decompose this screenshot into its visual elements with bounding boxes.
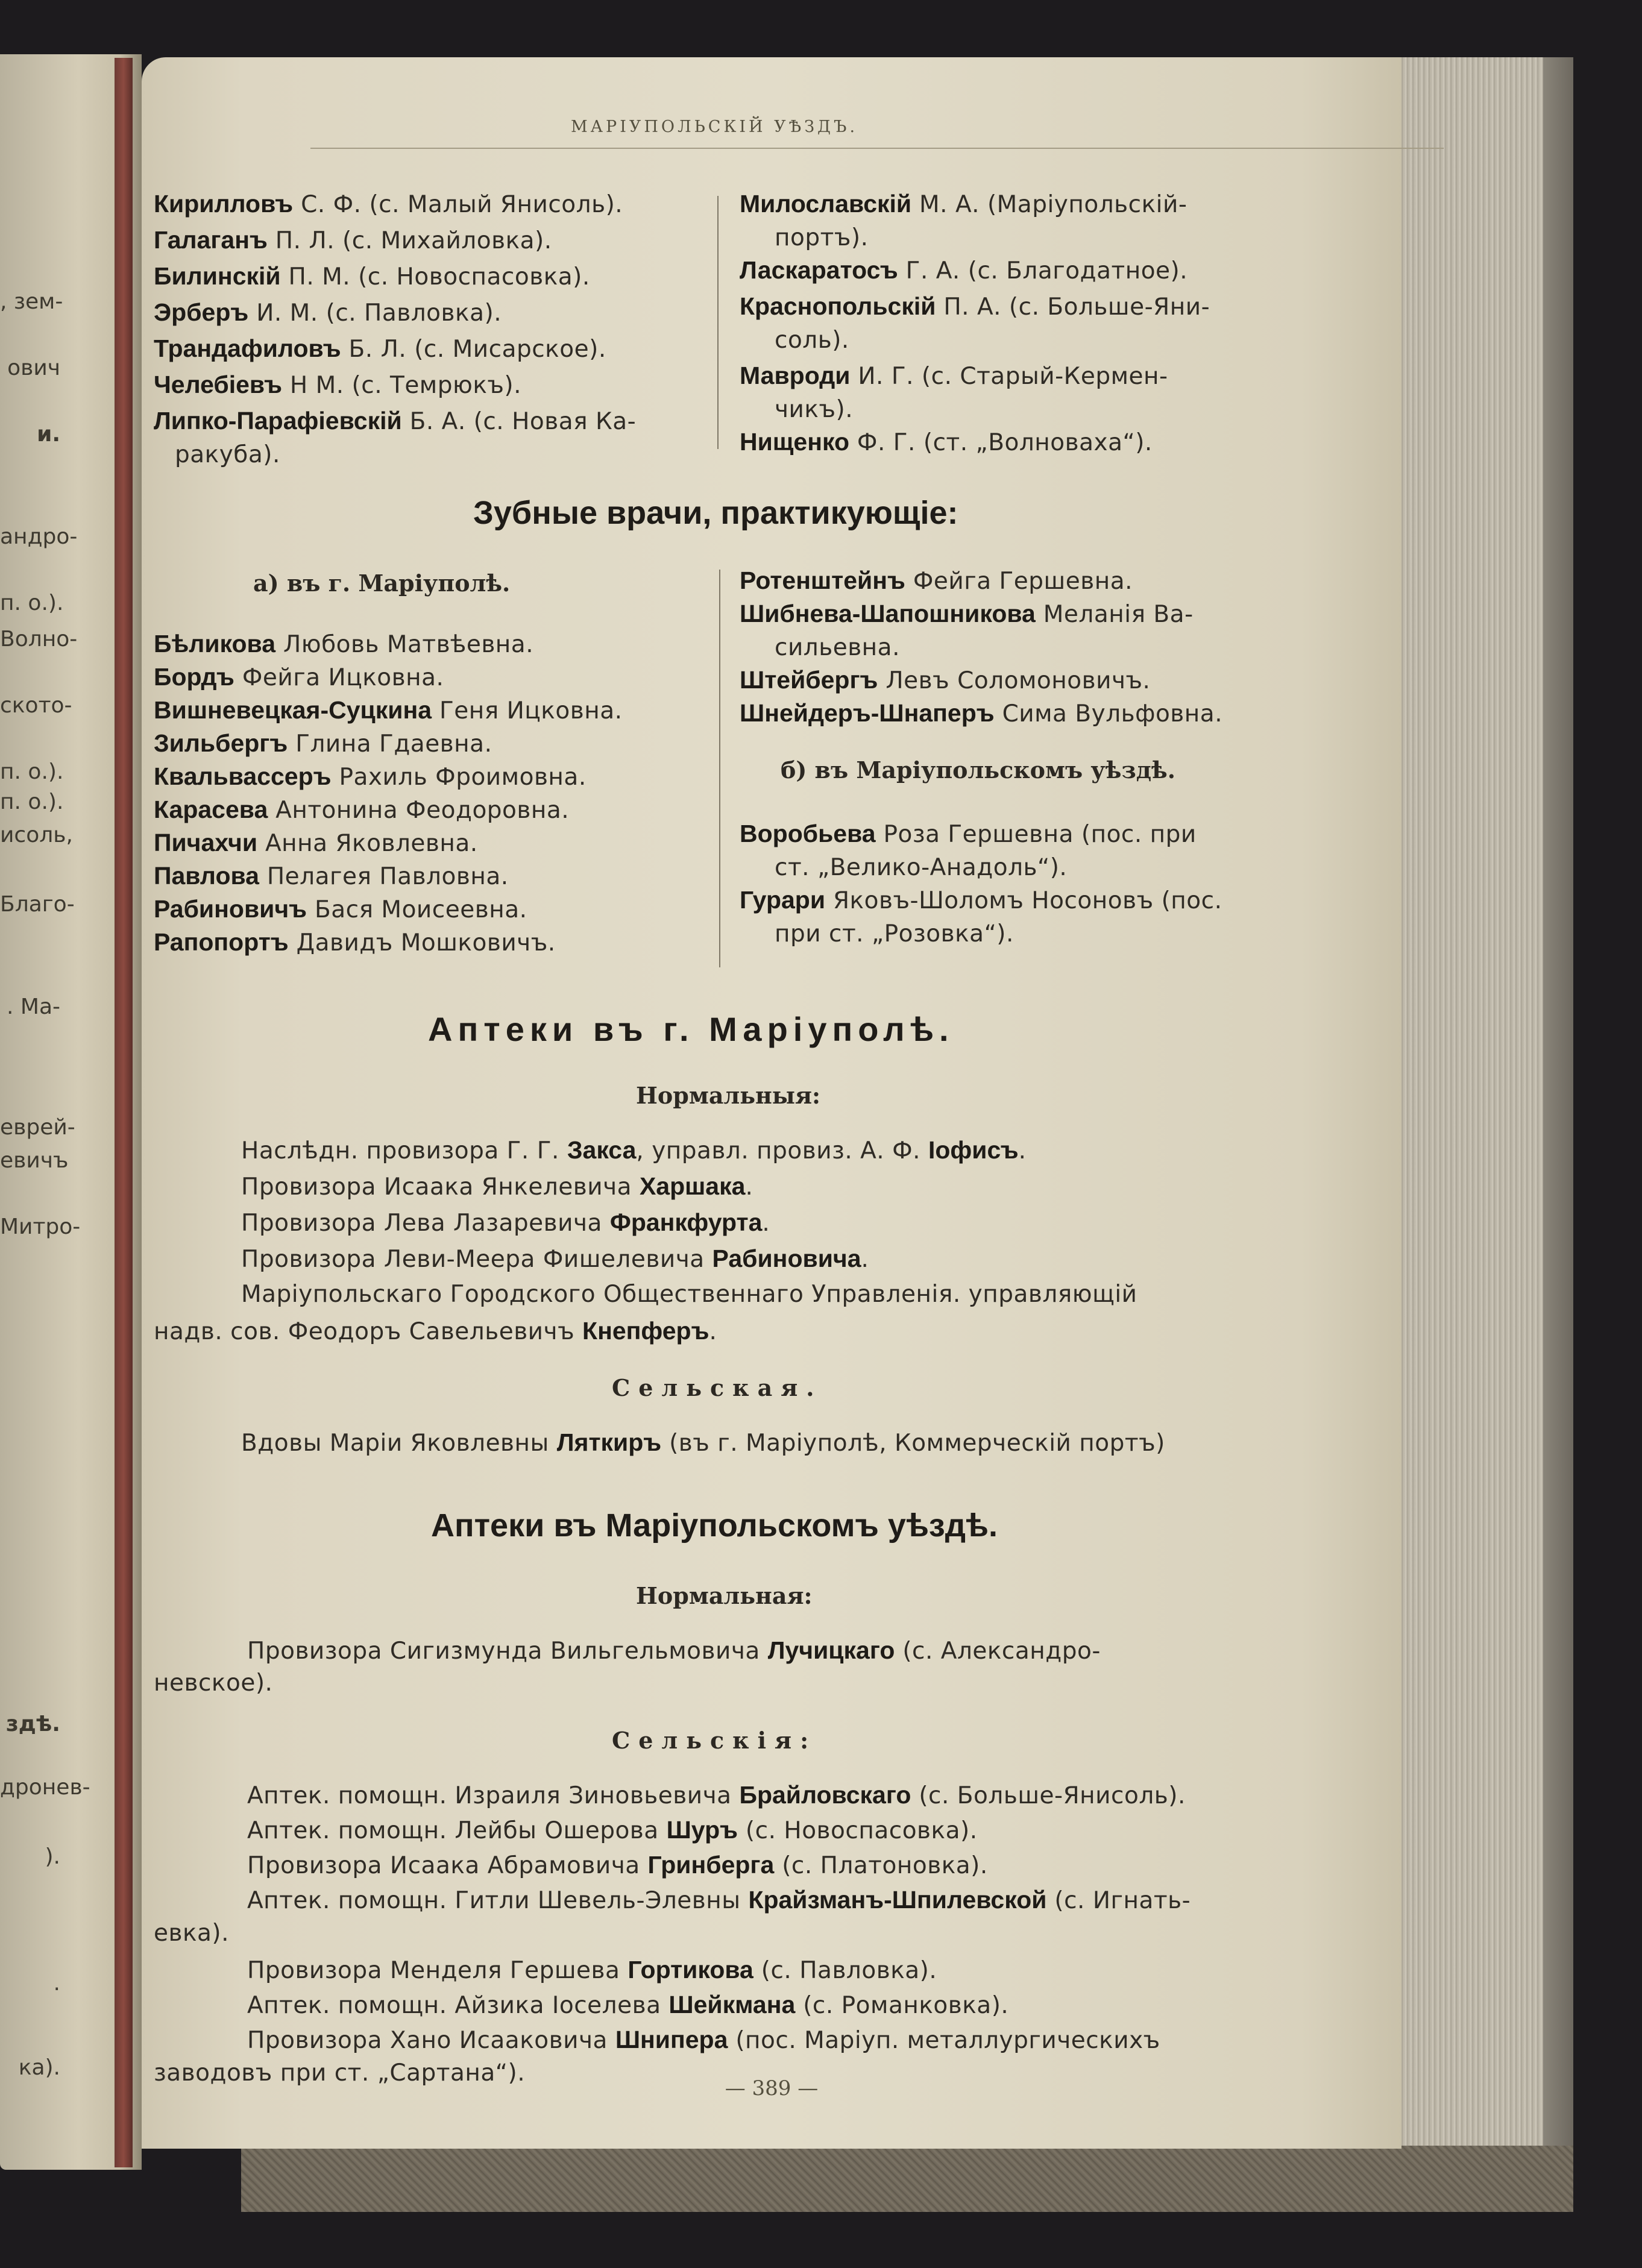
dentist-entry: Вишневецкая-Суцкина Геня Ицковна. [154, 696, 623, 724]
left-fragment: п. о.). [0, 759, 64, 784]
left-fragment: , зем- [0, 289, 63, 314]
subheading-normal: Нормальная: [636, 1582, 813, 1609]
section-heading-dentists: Зубные врачи, практикующіе: [473, 495, 958, 531]
left-fragment: еврей- [0, 1115, 75, 1140]
dentist-entry: Ротенштейнъ Фейга Гершевна. [740, 567, 1133, 595]
pharmacy-entry: Наслѣдн. провизора Г. Г. Закса, управл. провиз. А. Ф. Іофисъ. [241, 1136, 1027, 1164]
pharmacy-entry: Провизора Исаака Янкелевича Харшака. [241, 1172, 753, 1201]
running-head: МАРІУПОЛЬСКІЙ УѢЗДЪ. [570, 118, 858, 136]
book-bottom-edge [241, 2146, 1573, 2212]
entry-line: Галаганъ П. Л. (с. Михайловка). [154, 226, 552, 254]
dentist-entry: Шнейдеръ-Шнаперъ Сима Вульфовна. [740, 699, 1223, 727]
left-fragment: дронев- [0, 1775, 90, 1800]
entry-line: Мавроди И. Г. (с. Старый-Кермен- [740, 362, 1168, 390]
entry-line: Краснопольскій П. А. (с. Больше-Яни- [740, 292, 1210, 321]
pharmacy-entry: Провизора Хано Исааковича Шнипера (пос. Маріуп. металлургическихъ [247, 2026, 1160, 2054]
left-fragment: . Ма- [7, 994, 60, 1019]
entry-line: Милославскій М. А. (Маріупольскій- [740, 190, 1187, 218]
entry-line: Липко-Парафіевскій Б. А. (с. Новая Ка- [154, 407, 637, 435]
dentist-entry: Бѣликова Любовь Матвѣевна. [154, 630, 534, 658]
section-heading-county-pharmacies: Аптеки въ Маріупольскомъ уѣздѣ. [431, 1507, 998, 1544]
page-number: — 389 — [725, 2076, 819, 2100]
left-fragment: п. о.). [0, 790, 64, 814]
subheading-rural: Сельская. [612, 1374, 823, 1401]
document-page [142, 57, 1401, 2149]
left-fragment: Митро- [0, 1214, 81, 1239]
left-fragment: андро- [0, 524, 78, 549]
page-red-edge [115, 58, 133, 2167]
subheading-normal: Нормальныя: [636, 1082, 821, 1109]
entry-line: Трандафиловъ Б. Л. (с. Мисарское). [154, 335, 606, 363]
pharmacy-entry: Провизора Лева Лазаревича Франкфурта. [241, 1208, 770, 1237]
pharmacy-entry-cont: надв. сов. Феодоръ Савельевичъ Кнепферъ. [154, 1317, 717, 1345]
left-fragment: п. о.). [0, 591, 64, 615]
pharmacy-entry: Аптек. помощн. Израиля Зиновьевича Брайловскаго (с. Больше-Янисоль). [247, 1781, 1186, 1809]
dentist-entry: Рабиновичъ Бася Моисеевна. [154, 895, 527, 923]
left-fragment: исоль, [0, 823, 73, 847]
dentist-entry: Шибнева-Шапошникова Меланія Ва- [740, 600, 1194, 628]
left-fragment: . [53, 1971, 60, 1996]
entry-line: Билинскій П. М. (с. Новоспасовка). [154, 262, 590, 291]
pharmacy-entry: Провизора Исаака Абрамовича Гринберга (с. Платоновка). [247, 1851, 988, 1879]
left-fragment: ка). [18, 2055, 60, 2080]
entry-line: Нищенко Ф. Г. (ст. „Волноваха“). [740, 428, 1153, 456]
dentist-entry: Гурари Яковъ-Шоломъ Носоновъ (пос. [740, 886, 1222, 914]
pharmacy-entry-cont: евка). [154, 1920, 230, 1947]
left-fragment: Благо- [0, 892, 75, 917]
entry-line: соль). [775, 327, 849, 354]
pharmacy-entry: Провизора Сигизмунда Вильгельмовича Лучицкаго (с. Александро- [247, 1636, 1101, 1665]
pharmacy-entry: Вдовы Маріи Яковлевны Ляткиръ (въ г. Маріуполѣ, Коммерческій портъ) [241, 1428, 1165, 1457]
dentist-entry: Пичахчи Анна Яковлевна. [154, 829, 478, 857]
pharmacy-entry: Аптек. помощн. Айзика Іоселева Шейкмана (с. Романковка). [247, 1991, 1009, 2019]
entry-line: Эрберъ И. М. (с. Павловка). [154, 298, 502, 327]
pharmacy-entry: Аптек. помощн. Лейбы Ошерова Шуръ (с. Новоспасовка). [247, 1816, 978, 1844]
entry-line: Ласкаратосъ Г. А. (с. Благодатное). [740, 256, 1188, 284]
pharmacy-entry-cont: заводовъ при ст. „Сартана“). [154, 2059, 526, 2087]
left-fragment: ович [7, 356, 60, 380]
left-fragment: здѣ. [5, 1712, 60, 1736]
book-spine-shadow [1543, 57, 1573, 2194]
dentist-entry: ст. „Велико-Анадоль“). [775, 854, 1068, 881]
left-fragment: и. [37, 422, 60, 447]
subheading-county: б) въ Маріупольскомъ уѣздѣ. [781, 756, 1175, 784]
subheading-rural: Сельскія: [612, 1727, 817, 1754]
dentist-entry: Квальвассеръ Рахиль Фроимовна. [154, 762, 587, 791]
entry-line: портъ). [775, 224, 869, 251]
section-heading-city-pharmacies: Аптеки въ г. Маріуполѣ. [428, 1010, 954, 1048]
dentist-entry: Зильбергъ Глина Гдаевна. [154, 729, 492, 758]
dentist-entry: Рапопортъ Давидъ Мошковичъ. [154, 928, 556, 957]
subheading-city: а) въ г. Маріуполѣ. [253, 570, 511, 597]
dentist-entry: Павлова Пелагея Павловна. [154, 862, 509, 890]
dentist-entry: Воробьева Роза Гершевна (пос. при [740, 820, 1197, 848]
left-fragment: Волно- [0, 627, 78, 652]
column-rule [719, 570, 720, 967]
left-fragment: евичъ [0, 1148, 69, 1173]
left-fragment: ското- [0, 693, 72, 718]
pharmacy-entry-cont: невское). [154, 1670, 273, 1697]
dentist-entry: сильевна. [775, 634, 900, 661]
entry-line: Челебіевъ Н М. (с. Темрюкъ). [154, 371, 522, 399]
dentist-entry: Карасева Антонина Феодоровна. [154, 796, 570, 824]
dentist-entry: при ст. „Розовка“). [775, 920, 1014, 947]
dentist-entry: Штейбергъ Левъ Соломоновичъ. [740, 666, 1151, 694]
entry-line: Кирилловъ С. Ф. (с. Малый Янисоль). [154, 190, 623, 218]
entry-line: ракуба). [175, 441, 280, 468]
column-rule [717, 196, 719, 449]
pharmacy-entry: Маріупольскаго Городского Общественнаго Управленія. управляющій [241, 1281, 1137, 1308]
dentist-entry: Бордъ Фейга Ицковна. [154, 663, 444, 691]
pharmacy-entry: Провизора Леви-Меера Фишелевича Рабиновича. [241, 1245, 869, 1273]
pharmacy-entry: Провизора Менделя Гершева Гортикова (с. Павловка). [247, 1956, 937, 1984]
pharmacy-entry: Аптек. помощн. Гитли Шевель-Элевны Крайзманъ-Шпилевской (с. Игнать- [247, 1886, 1191, 1914]
head-rule [310, 148, 1444, 149]
entry-line: чикъ). [775, 396, 854, 423]
left-fragment: ). [45, 1844, 60, 1869]
